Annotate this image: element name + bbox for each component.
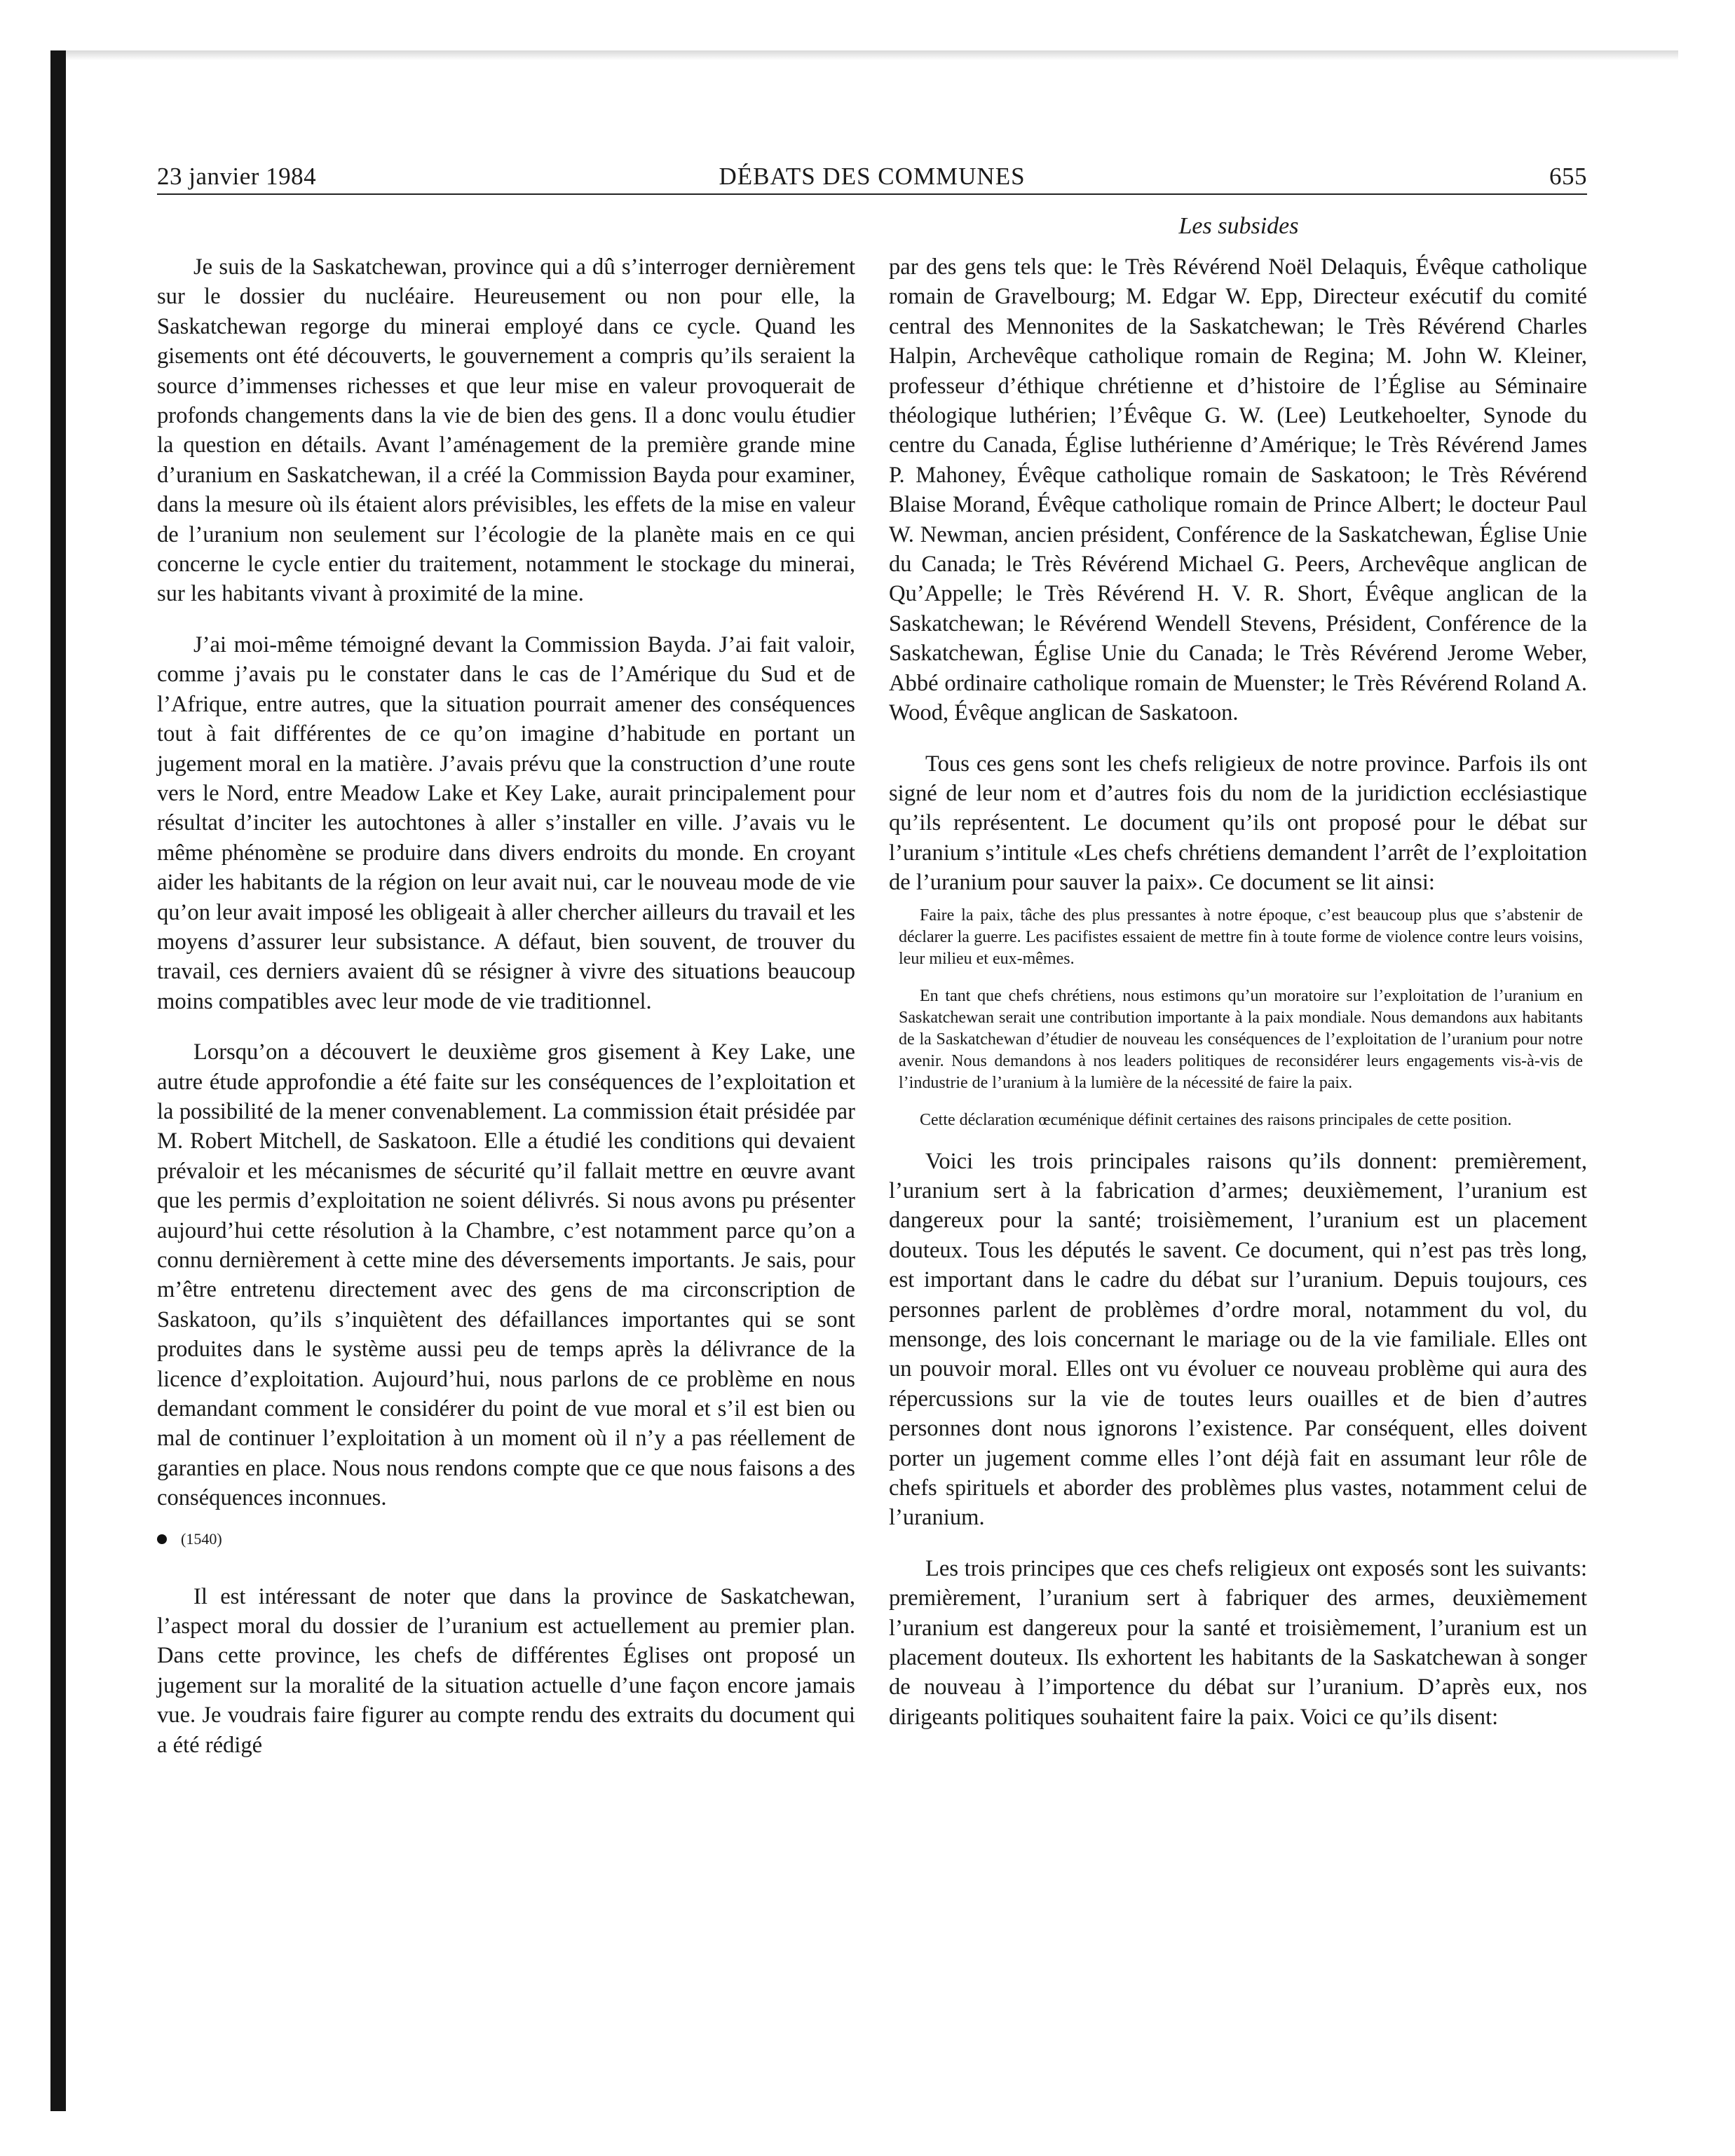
quote-paragraph: En tant que chefs chrétiens, nous estimons qu’un moratoire sur l’exploitation de l’uranium en Saskatchewan serait une contribution importante à la paix mondiale. Nous demandons aux habitants de la Saskatchewan d’étudier de nouveau les conséquences de l’exploitation de l’uranium pour notre avenir. Nous demandons à nos leaders politiques de reconsidérer leurs engagements vis-à-vis de l’industrie de l’uranium à la lumière de la nécessité de faire la paix. bbox=[899, 986, 1583, 1092]
paragraph-continuation: par des gens tels que: le Très Révérend Noël Delaquis, Évêque catholique romain de Gravelbourg; M. Edgar W. Epp, Directeur exécutif du comité central des Mennonites de la Saskatchewan; le Très Révérend Charles Halpin, Archevêque catholique romain de Regina; M. John W. Kleiner, professeur d’éthique chrétienne et d’histoire de l’Église au Séminaire théologique luthérien; l’Évêque G. W. (Lee) Leutkehoelter, Synode du centre du Canada, Église luthérienne d’Amérique; le Très Révérend James P. Mahoney, Évêque catholique romain de Saskatoon; le Très Révérend Blaise Morand, Évêque catholique romain de Prince Albert; le docteur Paul W. Newman, ancien président, Conférence de la Saskatchewan, Église Unie du Canada; le Très Révérend Michael G. Peers, Archevêque anglican de Qu’Appelle; le Très Révérend H. V. R. Short, Évêque anglican de la Saskatchewan; le Révérend Wendell Stevens, Président, Conférence de la Saskatchewan, Église Unie du Canada; le Très Révérend Jerome Weber, Abbé ordinaire catholique romain de Muenster; le Très Révérend Roland A. Wood, Évêque anglican de Saskatoon. bbox=[889, 254, 1587, 726]
paragraph: Il est intéressant de noter que dans la province de Saskatchewan, l’aspect moral du dossier de l’uranium est actuellement au premier plan. Dans cette province, les chefs de différentes Églises ont proposé un jugement sur la moralité de la situation actuelle d’une façon encore jamais vue. Je voudrais faire figurer au compte rendu des extraits du document qui a été rédigé bbox=[157, 1583, 855, 1758]
paragraph: Lorsqu’on a découvert le deuxième gros gisement à Key Lake, une autre étude approfondie a été faite sur les conséquences de l’exploitation et la possibilité de la mener convenablement. La commission était présidée par M. Robert Mitchell, de Saskatoon. Elle a étudié les conditions qui devaient prévaloir et les mécanismes de sécurité qu’il fallait mettre en œuvre avant que les permis d’exploitation ne soient délivrés. Si nous avons pu présenter aujourd’hui cette résolution à la Chambre, c’est notamment parce qu’on a connu dernièrement à cette mine des déversements importants. Je sais, pour m’être entretenu directement avec des gens de ma circonscription de Saskatoon, qu’ils s’inquiètent des défaillances importantes qui se sont produites dans le système aussi peu de temps après la délivrance de la licence d’exploitation. Aujourd’hui, nous parlons de ce problème en nous demandant comment le considérer du point de vue moral et s’il est bien ou mal de continuer l’exploitation à un moment où il n’y a pas réellement de garanties en place. Nous nous rendons compte que ce que nous faisons a des conséquences inconnues. bbox=[157, 1039, 855, 1511]
paragraph: Voici les trois principales raisons qu’ils donnent: premièrement, l’uranium sert à la fabrication d’armes; deuxièmement, l’uranium est dangereux pour la santé; troisièmement, l’uranium est un placement douteux. Tous les députés le savent. Ce document, qui n’est pas très long, est important dans le cadre du débat sur l’uranium. Depuis toujours, ces personnes parlent de problèmes d’ordre moral, notamment du vol, du mensonge, des lois concernant le mariage ou de la vie familiale. Elles ont un pouvoir moral. Elles ont vu évoluer ce nouveau problème qui aura des répercussions sur la vie de toutes leurs ouailles et de bien d’autres personnes dont nous ignorons l’existence. Par conséquent, elles doivent porter un jugement comme elles l’ont déjà fait en assumant leur rôle de chefs spirituels et aborder des problèmes plus vastes, notamment celui de l’uranium. bbox=[889, 1148, 1587, 1531]
timestamp: (1540) bbox=[181, 1529, 222, 1548]
paragraph: Tous ces gens sont les chefs religieux de notre province. Parfois ils ont signé de leur nom et d’autres fois du nom de la juridiction ecclésiastique qu’ils représentent. Le document qu’ils ont proposé pour le débat sur l’uranium s’intitule «Les chefs chrétiens demandent l’arrêt de l’exploitation de l’uranium pour sauver la paix». Ce document se lit ainsi: bbox=[889, 751, 1587, 896]
paragraph: Les trois principes que ces chefs religieux ont exposés sont les suivants: premièrement, l’uranium sert à fabriquer des armes, deuxièmement l’uranium est dangereux pour la santé et troisièmement, l’uranium est un placement douteux. Ils exhortent les habitants de la Saskatchewan à songer de nouveau à l’importence du débat sur l’uranium. D’après eux, nos dirigeants politiques souhaitent faire la paix. Voici ce qu’ils disent: bbox=[889, 1555, 1587, 1730]
page-number: 655 bbox=[1549, 163, 1587, 190]
timestamp-marker bbox=[157, 1529, 855, 1550]
scan-left-edge bbox=[50, 50, 66, 2111]
header-rule bbox=[157, 193, 1587, 195]
page-header bbox=[157, 163, 1587, 193]
left-column bbox=[157, 252, 855, 1760]
paragraph: J’ai moi-même témoigné devant la Commission Bayda. J’ai fait valoir, comme j’avais pu le constater dans le cas de l’Amérique du Sud et de l’Afrique, entre autres, que la situation pourrait amener des conséquences tout à fait différentes de ce qu’on imagine d’habitude en portant un jugement moral en la matière. J’avais prévu que la construction d’une route vers le Nord, entre Meadow Lake et Key Lake, aurait principalement pour résultat d’inciter les autochtones à aller s’installer en ville. J’avais vu le même phénomène se produire dans divers endroits du monde. En croyant aider les habitants de la région on leur avait nui, car le nouveau mode de vie qu’on leur avait imposé les obligeait à aller chercher ailleurs du travail et les moyens d’assurer leur subsistance. A défaut, bien souvent, de trouver du travail, ces derniers avaient dû se résigner à vivre des situations beaucoup moins compatibles avec leur mode de vie traditionnel. bbox=[157, 632, 855, 1014]
header-date: 23 janvier 1984 bbox=[157, 163, 317, 190]
scan-top-edge bbox=[66, 50, 1678, 60]
bullet-icon bbox=[157, 1534, 167, 1544]
section-title: Les subsides bbox=[1178, 213, 1299, 239]
header-title: DÉBATS DES COMMUNES bbox=[719, 163, 1026, 190]
right-column bbox=[889, 252, 1587, 1732]
quote-paragraph: Faire la paix, tâche des plus pressantes à notre époque, c’est beaucoup plus que s’abstenir de déclarer la guerre. Les pacifistes essaient de mettre fin à toute forme de violence contre leurs voisins, leur milieu et eux-mêmes. bbox=[899, 906, 1583, 968]
quote-paragraph: Cette déclaration œcuménique définit certaines des raisons principales de cette position. bbox=[920, 1110, 1512, 1129]
paragraph: Je suis de la Saskatchewan, province qui a dû s’interroger dernièrement sur le dossier du nucléaire. Heureusement ou non pour elle, la Saskatchewan regorge du minerai employé dans ce cycle. Quand les gisements ont été découverts, le gouvernement a compris qu’ils seraient la source d’immenses richesses et que leur mise en valeur provoquerait de profonds changements dans la vie de bien des gens. Il a donc voulu étudier la question en détails. Avant l’aménagement de la première grande mine d’uranium en Saskatchewan, il a créé la Commission Bayda pour examiner, dans la mesure où ils étaient alors prévisibles, les effets de la mise en valeur de l’uranium non seulement sur l’écologie de la planète mais en ce qui concerne le cycle entier du traitement, notamment le stockage du minerai, sur les habitants vivant à proximité de la mine. bbox=[157, 254, 855, 607]
